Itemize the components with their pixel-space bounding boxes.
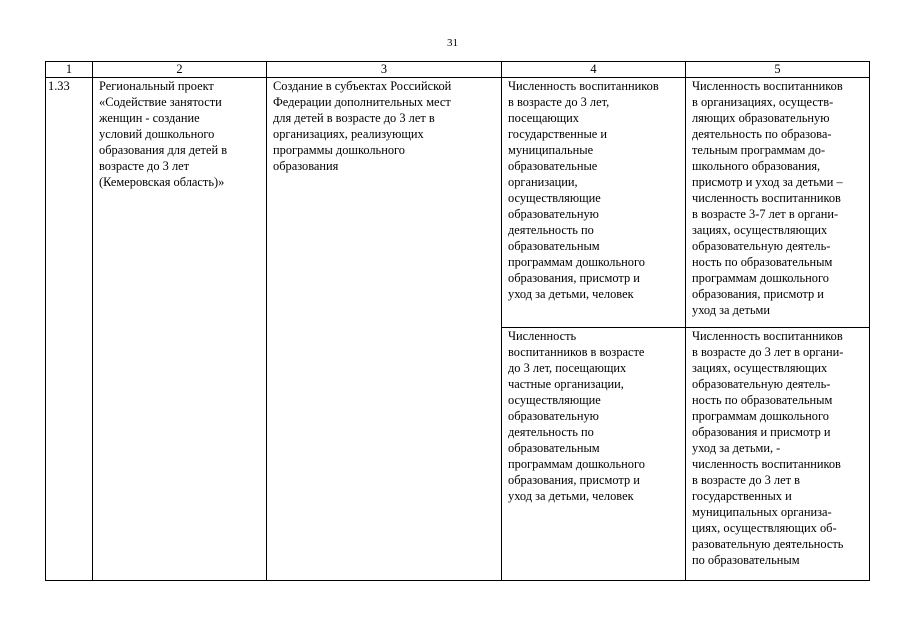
indicator-cell [502, 78, 686, 328]
project-name: Региональный проект «Содействие занятости женщин - создание условий дошкольного образования для детей в возрасте до 3 лет (Кемеровская область)» [99, 79, 228, 189]
indicator-cell [502, 328, 686, 581]
column-header-5: 5 [686, 62, 870, 78]
project-cell [93, 78, 267, 581]
indicator-name: Численность воспитанников в возрасте до 3 лет, посещающих частные организации, осуществляющие образовательную деятельность по образовательным программам дошкольного образования, присмотр и уход за детьми, человек [508, 329, 645, 503]
column-header-1: 1 [46, 62, 93, 78]
method-cell [686, 78, 870, 328]
method-cell [686, 328, 870, 581]
column-header-4: 4 [502, 62, 686, 78]
table-header-row [46, 62, 870, 78]
indicator-name: Численность воспитанников в возрасте до 3 лет, посещающих государственные и муниципальные образовательные организации, осуществляющие образовательную деятельность по образовательным программам дошкольного образования, присмотр и уход за детьми, человек [508, 79, 659, 301]
row-number-cell [46, 78, 93, 581]
page-number: 31 [447, 37, 458, 49]
task-description: Создание в субъектах Российской Федерации дополнительных мест для детей в возрасте до 3 лет в организациях, реализующих программы дошкольного образования [273, 79, 452, 173]
column-header-2: 2 [93, 62, 267, 78]
row-number: 1.33 [48, 79, 70, 93]
table-row [46, 78, 870, 328]
indicator-method: Численность воспитанников в организациях, осуществ- ляющих образовательную деятельность по образова- тельным программам до- школьного образования, присмотр и уход за детьми – численность воспитанников в возрасте 3-7 лет в органи- зациях, осуществляющих образовательную деятель- ность по образовательным программам дошкольного образования, присмотр и уход за детьми [692, 79, 843, 317]
indicator-method: Численность воспитанников в возрасте до 3 лет в органи- зациях, осуществляющих образовательную деятель- ность по образовательным программам дошкольного образования и присмотр и уход за детьми, - численность воспитанников в возрасте до 3 лет в государственных и муниципальных организа- циях, осуществляющих об- разовательную деятельность по образовательным [692, 329, 844, 567]
task-cell [267, 78, 502, 581]
column-header-3: 3 [267, 62, 502, 78]
indicators-table [45, 61, 870, 581]
